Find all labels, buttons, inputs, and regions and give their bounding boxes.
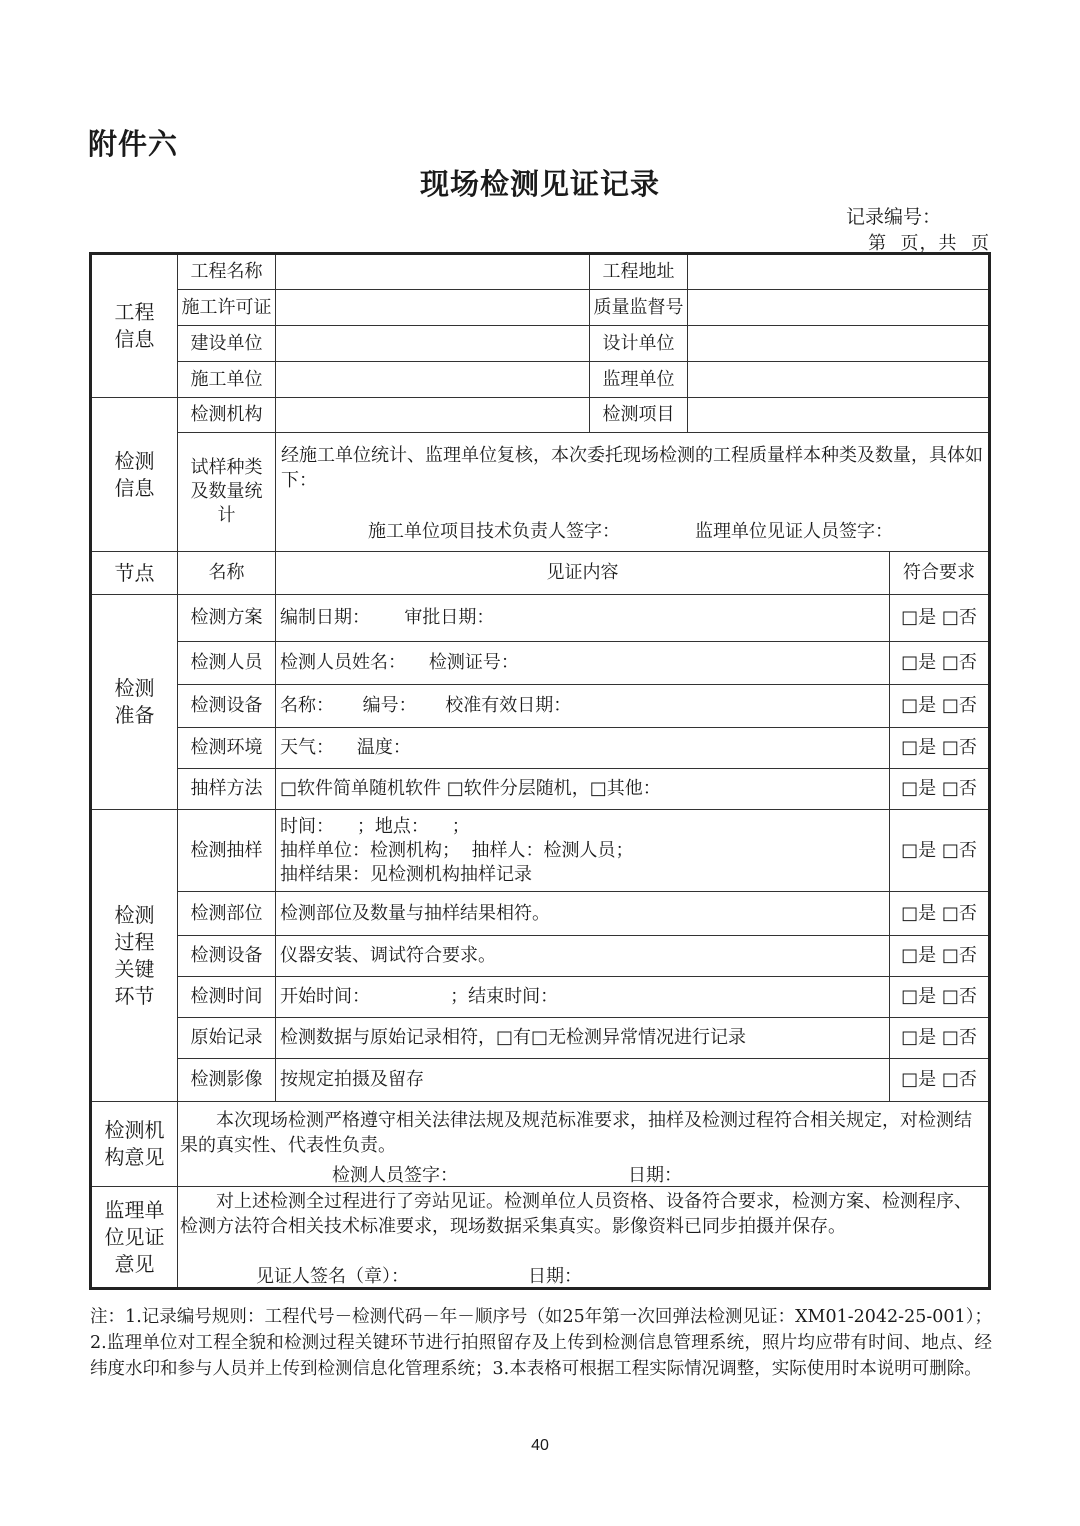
process-line: 抽样单位：检测机构； 抽样人：检测人员； [280, 839, 634, 861]
process-content: 检测数据与原始记录相符，□有□无检测异常情况进行记录 [280, 1027, 747, 1048]
tester-signature-label: 检测人员签字： [332, 1165, 458, 1186]
label-construction-permit: 施工许可证 [181, 296, 272, 318]
label-sample-statistics: 试样种类及数量统计 [190, 457, 263, 526]
prep-content: □软件简单随机软件 □软件分层随机，□其他： [280, 778, 661, 799]
process-content: 检测部位及数量与抽样结果相符。 [280, 902, 550, 924]
label-project-address: 工程地址 [602, 261, 675, 282]
record-table [89, 252, 991, 1290]
process-content: 按规定拍摄及留存 [280, 1069, 424, 1090]
prep-content: 编制日期： 审批日期： [280, 607, 495, 628]
yes-no-checkbox[interactable]: □是 □否 [901, 695, 977, 716]
yes-no-checkbox[interactable]: □是 □否 [901, 945, 977, 966]
page-number: 40 [531, 1437, 549, 1454]
process-line: 时间： ；地点： ； [280, 815, 470, 837]
column-content: 见证内容 [546, 562, 619, 583]
yes-no-checkbox[interactable]: □是 □否 [901, 607, 977, 628]
prep-content: 检测人员姓名： 检测证号： [280, 652, 519, 673]
process-name: 检测时间 [190, 986, 263, 1007]
section-project-info: 工程信息 [114, 300, 155, 351]
supervisor-opinion-date-label: 日期： [528, 1266, 582, 1287]
process-name: 检测影像 [190, 1069, 263, 1090]
process-name: 原始记录 [190, 1027, 263, 1048]
sample-statistics-text: 经施工单位统计、监理单位复核，本次委托现场检测的工程质量样本种类及数量，具体如下： [281, 445, 983, 491]
label-project-name: 工程名称 [190, 261, 263, 282]
column-node: 节点 [114, 560, 155, 585]
org-opinion-date-label: 日期： [628, 1165, 682, 1186]
label-supervision-unit: 监理单位 [602, 368, 675, 390]
yes-no-checkbox[interactable]: □是 □否 [901, 737, 977, 758]
document-title: 现场检测见证记录 [419, 167, 660, 201]
label-testing-item: 检测项目 [602, 404, 675, 425]
section-supervisor-opinion: 监理单位见证意见 [104, 1197, 165, 1276]
column-compliance: 符合要求 [903, 562, 975, 583]
process-name: 检测部位 [190, 902, 263, 924]
supervisor-opinion-text: 对上述检测全过程进行了旁站见证。检测单位人员资格、设备符合要求，检测方案、检测程序、检测方法符合相关技术标准要求，现场数据采集真实。影像资料已同步拍摄并保存。 [180, 1191, 972, 1237]
section-org-opinion: 检测机构意见 [104, 1118, 165, 1169]
yes-no-checkbox[interactable]: □是 □否 [901, 778, 977, 799]
column-name: 名称 [208, 562, 245, 583]
prep-content: 天气： 温度： [280, 737, 411, 758]
label-owner-unit: 建设单位 [190, 332, 263, 354]
label-testing-org: 检测机构 [190, 404, 263, 425]
prep-name: 检测人员 [190, 652, 263, 673]
prep-name: 检测设备 [190, 695, 263, 716]
yes-no-checkbox[interactable]: □是 □否 [901, 652, 977, 673]
footnote: 注：1.记录编号规则：工程代号－检测代码－年－顺序号（如25年第一次回弹法检测见证：XM01-2042-25-001）；2.监理单位对工程全貌和检测过程关键环节进行拍照留存及上传到检测信息管理系统，照片均应带有时间、地点、经纬度水印和参与人员并上传到检测信息化管理系统；3.本表格可根据工程实际情况调整，实际使用时本说明可删除。 [90, 1307, 992, 1379]
yes-no-checkbox[interactable]: □是 □否 [901, 839, 977, 861]
contractor-signature-label: 施工单位项目技术负责人签字： [368, 521, 620, 542]
page-info: 第 页，共 页 [868, 233, 990, 254]
yes-no-checkbox[interactable]: □是 □否 [901, 986, 977, 1007]
process-name: 检测设备 [190, 945, 263, 966]
section-preparation: 检测准备 [114, 676, 155, 727]
label-design-unit: 设计单位 [602, 332, 675, 354]
appendix-label: 附件六 [88, 127, 179, 161]
prep-name: 检测环境 [190, 737, 263, 758]
label-quality-supervision-no: 质量监督号 [593, 296, 684, 318]
prep-content: 名称： 编号： 校准有效日期： [280, 695, 572, 716]
yes-no-checkbox[interactable]: □是 □否 [901, 902, 977, 924]
yes-no-checkbox[interactable]: □是 □否 [901, 1069, 977, 1090]
process-line: 抽样结果：见检测机构抽样记录 [280, 863, 532, 885]
section-process: 检测过程关键环节 [114, 902, 155, 1008]
process-name: 检测抽样 [190, 839, 263, 861]
record-number-label: 记录编号： [846, 206, 942, 228]
org-opinion-text: 本次现场检测严格遵守相关法律法规及规范标准要求，抽样及检测过程符合相关规定，对检测结果的真实性、代表性负责。 [180, 1110, 972, 1156]
process-content: 开始时间： ；结束时间： [280, 986, 559, 1007]
process-content [276, 810, 889, 891]
witness-signature-label: 见证人签名（章）： [256, 1266, 409, 1287]
yes-no-checkbox[interactable]: □是 □否 [901, 1027, 977, 1048]
process-content: 仪器安装、调试符合要求。 [280, 945, 496, 966]
label-construction-unit: 施工单位 [190, 368, 263, 390]
section-testing-info: 检测信息 [114, 448, 155, 500]
prep-name: 抽样方法 [190, 778, 263, 799]
prep-name: 检测方案 [190, 607, 263, 628]
supervisor-signature-label: 监理单位见证人员签字： [695, 521, 893, 542]
